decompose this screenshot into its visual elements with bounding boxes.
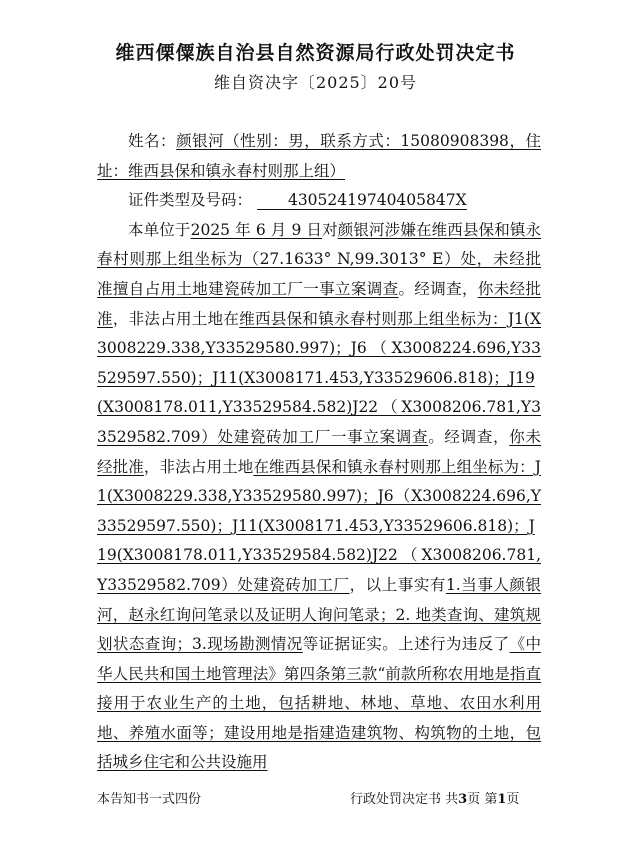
name-label: 姓名：	[128, 132, 177, 150]
finding-1-b: 维西县保和镇永春村则那上组坐标为：J1(X3008229.338,Y33529580.997)；J6（X3008224.696,Y33529597.550)；J11(X3008171.453,Y33529606.818)；J19(X3008178.011,Y33529584.582)J22（X3008206.781,Y33529582.709）处建瓷砖加工厂一事立案调查	[97, 309, 541, 446]
evidence-list: 1.当事人颜银河，赵永红询问笔录以及证明人询问笔录；2. 地类查询、建筑规划状态查询；3.现场勘测情况	[97, 575, 541, 654]
id-label: 证件类型及号码：	[128, 191, 253, 210]
document-body	[97, 127, 541, 778]
party-name-paragraph	[97, 127, 541, 186]
case-paragraph	[97, 216, 541, 778]
text-segment: 等证据证实。上述行为违反了	[302, 635, 510, 654]
id-number: 43052419740405847X	[257, 191, 467, 210]
text-segment: 。经调查，	[398, 279, 478, 298]
footer-page-info	[350, 788, 519, 807]
footer-mid: 页 第	[467, 792, 498, 807]
case-description: 颜银河涉嫌在维西县保和镇永春村则那上组坐标为（27.1633° N,99.3013° E）处，未经批准擅自占用土地建瓷砖加工厂一事立案调查	[97, 220, 541, 298]
document-number: 维自资决字〔2025〕20号	[213, 73, 418, 92]
text-segment: ，以上事实有	[349, 575, 446, 594]
footer-prefix: 行政处罚决定书 共	[350, 792, 459, 807]
finding-1-a: 你未经批准	[97, 279, 541, 328]
document-title: 维西傈僳族自治县自然资源局行政处罚决定书	[115, 42, 516, 64]
law-reference: 《中华人民共和国土地管理法》第四条第三款“前款所称农用地是指直接用于农业生产的土地，包括耕地、林地、草地、农田水利用地、养殖水面等；建设用地是指建造建筑物、构筑物的土地，包括城乡住宅和公共设施用	[97, 635, 541, 772]
party-id-paragraph	[97, 186, 541, 216]
footer-copies-note: 本告知书一式四份	[97, 792, 202, 807]
text-segment: 。经调查，	[428, 427, 510, 446]
footer-total-pages: 3	[458, 792, 468, 807]
party-address: 住址：维西县保和镇永春村则那上组）	[97, 132, 541, 180]
finding-2-a: 你未经批准	[97, 427, 541, 476]
footer-suffix: 页	[506, 792, 520, 807]
text-segment: 本单位于	[128, 220, 191, 239]
case-date: 2025 年 6 月 9 日	[190, 220, 323, 239]
footer-page-number: 1	[497, 792, 507, 807]
text-segment: ，非法占用土地在	[112, 309, 240, 328]
text-segment: ，非法占用土地	[143, 457, 254, 476]
finding-2-b: 在维西县保和镇永春村则那上组坐标为：J1(X3008229.338,Y33529580.997)；J6（X3008224.696,Y33529597.550)；J11(X3008171.453,Y33529606.818)；J19(X3008178.011,Y33529584.582)J22（X3008206.781,Y33529582.709）处建瓷砖加工厂	[97, 457, 541, 594]
text-segment: 对	[322, 220, 338, 239]
party-name-info: 颜银河（性别：男，联系方式：15080908398，	[176, 132, 526, 150]
